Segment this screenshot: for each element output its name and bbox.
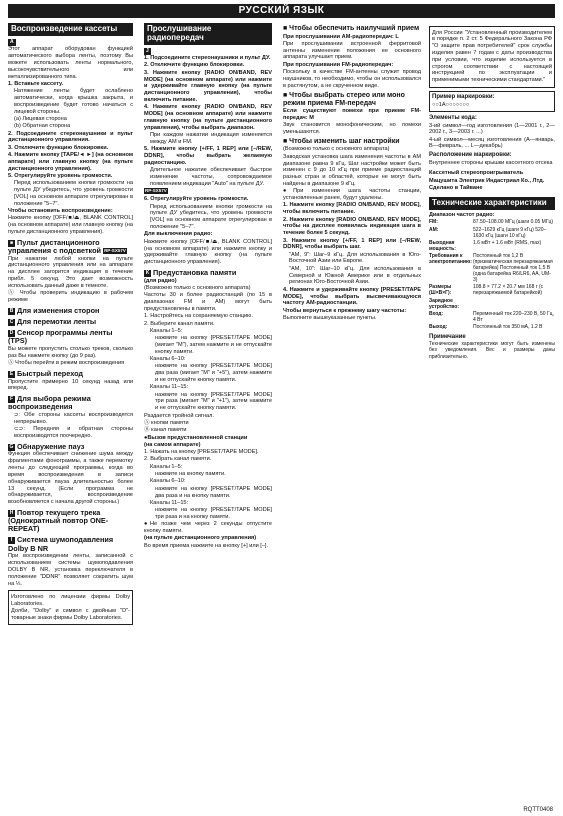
paragraph: При воспроизведении ленты, записанной с использованием системы шумоподавления DOLBY B NR, установка переключателя в положение "ⅮⅮNR" позволяет сократить шум на ⅓. [8,553,133,587]
instruction-step: 4. Нажмите кнопку [TAPE/◄ ►] (на основном аппарате) или главную кнопку (на пульте дистанционного управления). [8,151,133,172]
spec-key: Выходная мощность: [429,239,456,252]
subsection-heading [8,318,133,326]
instruction-step: 4. Нажмите кнопку [RADIO ON/BAND, REV MODE] (на основном аппарате) или нажмите главную кнопку (на пульте дистанционного управления), чтобы выбрать диапазон. [144,104,272,131]
dolby-line-2: Долби, "Dolby" и символ с двойным "D"-товарные знаки фирмы Dolby Laboratories. [11,608,130,621]
instruction-step: Для выключения радио: [144,231,213,238]
subsection-heading [8,239,133,255]
spec-value: Постоянный ток 1,2 В (призматическая перезаряжаемая батарейка) Постоянный ток 1,5 В (одна батарейка R6/LR6, AA, UM-3) [473,252,553,284]
section-subheading: ■ Чтобы изменить шаг настройки [283,137,400,145]
paragraph: ⊃: Обе стороны кассеты воспроизводятся непрерывно. [14,412,133,425]
paragraph: нажмите на кнопку [PRESET/TAPE MODE] два раза (мигает "M" и "+5"), затем нажмите и не отпускайте кнопку памяти. [155,363,272,384]
paragraph: нажмите на кнопку [PRESET/TAPE MODE] три раза (мигает "M" и "+1"), затем нажмите и не отпускайте кнопку памяти. [155,391,272,412]
section-heading-radio: Прослушивание радиопередач [144,23,272,45]
specs-list [429,219,555,330]
section-subheading: ■ Чтобы обеспечить наилучший прием [283,25,420,32]
paragraph: Ⓐ Чтобы перейти в режим воспроизведения [8,360,125,367]
paragraph: (Возможно только с основного аппарата) [283,146,390,153]
instruction-step: 3. Нажмите кнопку [+/FF, 1 REP] или [–/REW, ⅮⅮNR], чтобы выбрать шаг. [283,237,421,251]
spec-value: 87.50–108.00 МГц (шаги 0.05 МГц) [473,219,554,226]
note-title: Примечание [429,334,466,340]
paragraph: Ⓐ кнопки памяти [144,419,189,426]
column-specs [429,23,555,809]
spec-key: Требования к электропитанию: [429,252,472,265]
spec-value: 108.8 × 77.2 × 20.7 мм 168 г (с перезаряжаемой батарейкой) [473,284,544,297]
subsection-heading [144,269,272,277]
spec-row [429,324,555,330]
subsection-heading [8,370,133,378]
paragraph: "AM, 9": Шаг–9 кГц. Для использования в Юго-Восточной Азии или Европе. [289,251,421,265]
instruction-step: Чтобы вернуться к прежнему шагу частоты: [283,307,407,314]
subsection-marker: E [9,370,14,377]
subsection-marker: ■ [9,239,14,246]
marking-sample: ○○1А○○○○○○○ [432,101,470,108]
instruction-step: 1. Подсоедините стереонаушники и пульт ДУ. [144,55,271,62]
paragraph: Перед использованием кнопки громкости на пульте ДУ убедитесь, что уровень громкости [VOL] на основном аппарате отрегулирован в положение "5–7". [150,203,272,231]
subsection-title: Сенсор программы ленты (TPS) [8,328,113,346]
spec-key: Вход: [429,310,444,317]
page-code: RQTT0408 [523,806,553,813]
spec-value: 1.6 мВт + 1.6 мВт (RMS, max) [473,239,542,246]
spec-key: Выход: [429,323,448,330]
paragraph: 1. Настройтесь на сохраняемую станцию. [144,313,253,320]
spec-value: Постоянный ток 350 мА, 1.2 В [473,323,543,330]
model-tag-row [144,188,272,196]
paragraph: Перед использованием кнопки громкости на пульте ДУ убедитесь, что уровень громкости [VOL] на основном аппарате отрегулирован в положение "5–7". [14,180,133,207]
russia-service-life-text: Для России "Установленный производителем в порядке п. 2 ст. 5 Федерального Закона РФ "О защите прав потребителей" срок службы изделия равен 7 годам с даты производства при условии, что изделие используется в строгом соответствии с настоящей инструкцией по эксплуатации и применимыми техническими стандартами." [432,29,552,84]
paragraph: Вы можете пропустить столько треков, сколько раз Вы нажмете кнопку (до 9 раз). [8,345,133,359]
instruction-step: ●Вызов предустановленной станции [144,434,248,441]
figure-marker [144,47,272,55]
subsection-title: Обнаружение пауз [17,441,85,451]
instruction-step: При прослушивании FM-радиопередач: [283,61,394,68]
instruction-step: 3. Отключите функцию блокировки. [8,144,109,151]
page-title-bar [8,4,555,18]
figure-letter: J [146,47,149,54]
section-heading-specs: Технические характеристики [429,197,555,210]
instruction-step: 3. Нажмите кнопку [RADIO ON/BAND, REV MODE] (на основном аппарате) или нажмите и удерживайте главную кнопку (на пульте дистанционного управления), чтобы включить питание. [144,69,272,103]
paragraph: При каждом нажатии индикация изменяется между АМ и FM. [150,132,272,145]
paragraph: Нажмите кнопку [OFF/■/⏏, BLANK CONTROL] (на основном аппарате) или нажмите кнопку и удерживайте главную кнопку (на пульте дистанционного управления). [144,238,272,266]
paragraph: (b) Обратная сторона [14,123,71,130]
paragraph: Функция обеспечивает снижение шума между фрагментами фонограммы, а также перемотку ленты до следующей программы, когда во время воспроизведения в записи обнаруживается пауза длительностью более 13 секунд. (Если программа не обнаруживается, воспроизведение возобновляется с начала другой стороны.) [8,451,133,506]
dolby-license-box [8,590,133,625]
spec-range-title: Диапазон частот радио: [429,211,495,218]
subsection-heading [8,509,133,534]
marking-location-text: Внутреннее стороны крышки кассетного отсека [429,159,553,166]
paragraph: Длительное нажатие обеспечивает быстрое изменение частоты, сопровождаемое появлением индикации "Auto" на пульте ДУ. [150,167,272,187]
paragraph: Частоты 30 и более радиостанций (по 15 в диапазонах FM и AM) могут быть предустановлены в памяти. [144,292,272,312]
subsection-title: Повтор текущего трека (Однократный повтор ONE-REPEAT) [8,507,109,534]
paragraph: Каналы 6–10: [150,356,186,363]
cassette-section-body [8,38,133,588]
instruction-step: 6. Отрегулируйте уровень громкости. [144,196,249,203]
paragraph: ●Не позже чем через 2 секунды отпустите кнопку памяти. [144,521,272,535]
spec-row [429,253,555,283]
subsection-heading [8,443,133,451]
spec-key: AM: [429,226,439,233]
paragraph: Каналы 6–10: [150,478,186,485]
paragraph: Нажмите кнопку [OFF/■/⏏, BLANK CONTROL] (на основном аппарате) или главную кнопку (на пульте дистанционного управления). [8,215,133,235]
subsection-marker: H [9,509,14,516]
instruction-step: 5. Нажмите кнопку [+/FF, 1 REP] или [–/REW, ⅮⅮNR], чтобы выбрать желаемую радиостанцию. [144,146,272,166]
subsection-heading [8,536,133,552]
spec-row [429,284,555,296]
paragraph: Каналы 1–5: [150,327,183,334]
subsection-title: Система шумоподавления Dolby B NR [8,535,114,553]
subsection-marker: D [9,330,14,337]
instruction-step: (для радио) [144,277,177,284]
paragraph: Во время приема нажмите на кнопку [+] или [–]. [144,542,269,549]
spec-value [473,298,555,310]
spec-row [429,298,555,310]
paragraph: "AM, 10": Шаг–10 кГц. Для использования в Северной и Южной Америке или в отдельных регионах Юго-Восточной Азии. [289,265,421,286]
instruction-step: 4. Нажмите и удерживайте кнопку [PRESET/TAPE MODE], чтобы выбрать высвечивающуюся частоту AM-радиостанции. [283,286,421,307]
paragraph: Выполните вышеуказанные пункты. [283,314,377,321]
marking-location-title: Расположение маркировки: [429,152,512,159]
paragraph: Поскольку в качестве FM-антенны служит провод наушников, то необходимо, чтобы он использовался в растянутом, а не скрученном виде. [283,69,421,89]
paragraph: Этот аппарат оборудован функцией автоматического выбора ленты, поэтому Вы можете использовать ленты нормального, высокочувствительного или металлизированного типа. [8,46,133,80]
subsection-title: Быстрый переход [17,368,84,378]
marking-example-box [429,91,555,113]
subsection-title: Для изменения сторон [17,305,100,315]
paragraph: Пропустите примерно 10 секунд назад или вперед. [8,378,133,392]
code-elements-title: Элементы кода: [429,115,477,122]
subsection-title: Для перемотки ленты [17,316,97,326]
marking-title: Пример маркировки: [432,93,495,100]
instruction-step: 2. Подсоедините стереонаушники и пульт дистанционного управления. [8,130,133,144]
instruction-step: 1. Вставьте кассету. [8,80,64,87]
instruction-step: (на пульте дистанционного управления) [144,535,257,542]
instruction-step: При прослушивании AM-радиопередач: L [283,33,399,40]
reception-section-body [283,25,421,322]
spec-row [429,227,555,239]
column-radio [144,23,272,809]
maker-line-product: Кассетный стереопроигрыватель [429,170,524,177]
subsection-title: Для выбора режима воспроизведения [8,394,91,412]
paragraph: Каналы 11–15: [150,384,189,391]
maker-line-company: Мацушита Электрик Индастриал Ко., Лтд. [429,177,545,184]
paragraph: 1. Нажать на кнопку [PRESET/TAPE MODE]. [144,449,259,456]
subsection-marker: F [9,396,14,403]
paragraph: нажмите на кнопку [PRESET/TAPE MODE] два раза и на кнопку памяти. [155,485,272,499]
subsection-title: Предустановка памяти [153,267,237,277]
instruction-step: 2. Нажмите кнопку [RADIO ON/BAND, REV MODE], чтобы на дисплее появилась индикация шага в течение более 5 секунд. [283,216,421,237]
subsection-marker: C [9,318,14,325]
paragraph: (а) Лицевая сторона [14,115,67,122]
column-cassette-playback [8,23,133,809]
paragraph: Ⓐ Чтобы проверить индикацию в рабочем режиме [8,290,133,303]
russia-service-life-box [429,26,555,88]
paragraph: Раздается тройной сигнал. [144,412,214,419]
paragraph: Звук становится монофоническим, но помехи уменьшаются. [283,122,421,136]
dolby-line-1: Изготовлено по лицензии фирмы Dolby Laboratories. [11,593,130,607]
paragraph: нажмите на кнопку [PRESET/TAPE MODE] три раза и на кнопку памяти. [155,507,272,520]
figure-letter: A [10,38,14,45]
code-element-year: 3-ий символ—год изготовления (1—2001 г., 2—2002 г., 3—2003 г. ...) [429,122,555,136]
column-reception [283,23,421,809]
instruction-step: 2. Отключите функцию блокировки. [144,62,245,69]
page-title: РУССКИЙ ЯЗЫК [238,5,325,16]
model-tag: RP-SX57V [145,188,167,194]
instruction-step: (на самом аппарате) [144,441,201,448]
figure-marker [8,38,133,46]
subsection-marker: I [8,537,15,544]
paragraph: 2. Выбрать канал памяти. [144,456,212,463]
instruction-step: Чтобы остановить воспроизведение: [8,207,113,214]
subsection-heading [8,329,133,345]
paragraph: ●При изменении шага частоты станции, установленные ранее, будут удалены. [283,188,421,202]
section-subheading: ■ Чтобы выбрать стерео или моно режим приема FM-передач [283,91,405,107]
model-tag: RP-SX57V [104,247,126,253]
paragraph: Натяжение ленты будет ослаблено автоматически, когда крышка закрыта, и воспроизведение будет готово начаться с лицевой стороны. [14,88,133,115]
spec-row [429,311,555,323]
spec-key: Размеры (Ш×В×Г): [429,284,452,297]
paragraph: Каналы 11–15: [150,499,189,506]
paragraph: Ⓑ канал памяти [144,427,187,434]
paragraph: нажмите на кнопку [PRESET/TAPE MODE] (мигает "M"), затем нажмите и не отпускайте кнопку памяти. [155,335,272,355]
instruction-step: Если существуют помехи при приеме FM-передач: M [283,108,421,121]
spec-value: 522–1629 кГц (шаги 9 кГц) 520–1630 кГц (шаги 10 кГц) [473,226,547,239]
subsection-marker: B [9,307,14,314]
paragraph: 2. Выберите канал памяти. [144,320,215,327]
spec-row [429,240,555,252]
subsection-heading [8,395,133,411]
paragraph: При прослушивании встроенной ферритовой антенны изменение положения ее основного аппарата улучшает прием. [283,40,421,61]
radio-section-body [144,47,272,550]
spec-row [429,219,555,225]
section-heading-cassette: Воспроизведение кассеты [8,23,133,36]
spec-key: Зарядное устройство: [429,297,460,310]
paragraph: Каналы 1–5: [150,463,183,470]
paragraph: ⊂⊃: Передняя и обратная стороны воспроизводятся поочередно. [14,426,133,439]
note-text: Технические характеристики могут быть изменены без уведомления. Вес и размеры даны приблизительно. [429,341,555,360]
spec-key: FM: [429,219,438,226]
subsection-heading [8,307,133,315]
instruction-step: 1. Нажмите кнопку [RADIO ON/BAND, REV MODE], чтобы включить питание. [283,202,421,216]
instruction-step: 5. Отрегулируйте уровень громкости. [8,172,113,179]
paragraph: нажмите на кнопку памяти. [155,471,226,478]
paragraph: (Возможно только с основного аппарата) [144,284,251,291]
spec-value: Переменный ток 220–230 В, 50 Гц, 4 Вт [473,310,554,323]
subsection-marker: G [9,443,14,450]
code-element-month: 4-ый символ—месяц изготовления (А—январь, В—февраль, ... L—декабрь) [429,136,555,150]
subsection-title: Пульт дистанционного управления с подсветкой [8,237,102,255]
maker-line-origin: Сделано в Тайване [429,185,483,192]
subsection-marker: K [145,269,150,276]
paragraph: При нажатии любой кнопки на пульте дистанционного управления или на аппарате на дисплее загорится индикация в течение прибл. 5 секунд. Это дает возможность использовать данный даже в темноте. [8,255,133,289]
paragraph: Заводская установка шага изменения частоты в АМ диапазоне равна 9 кГц. Шаг настройки может быть изменен с 9 до 10 кГц при приеме радиостанций разных стран и областей, которые не могут быть найдены в диапазоне 9 кГц. [283,153,421,187]
